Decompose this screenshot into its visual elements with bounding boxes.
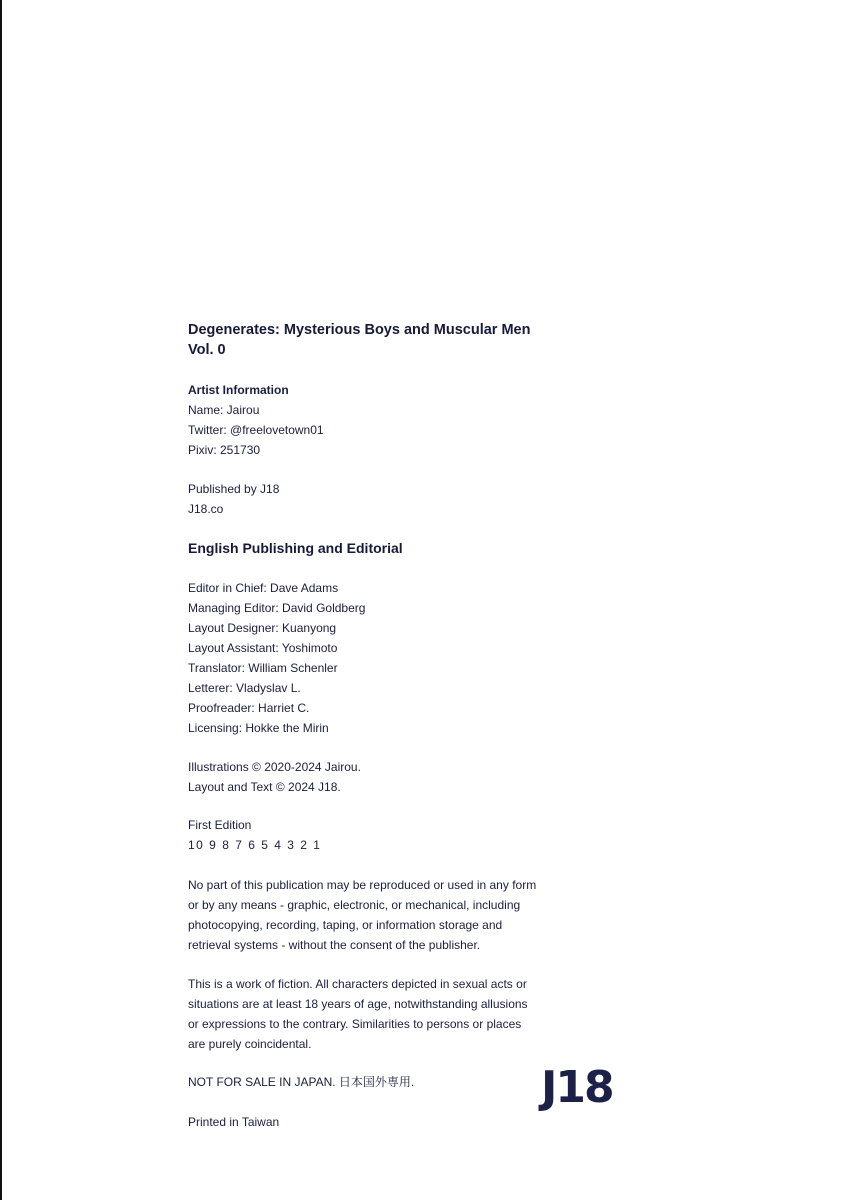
printed-in-notice xyxy=(188,1112,568,1132)
artist-information xyxy=(188,380,568,460)
edition-info xyxy=(188,815,568,855)
published-by: Published by J18 xyxy=(188,482,280,496)
artist-twitter: Twitter: @freelovetown01 xyxy=(188,423,324,437)
printed-in-text: Printed in Taiwan xyxy=(188,1115,280,1129)
artist-pixiv: Pixiv: 251730 xyxy=(188,443,261,457)
editorial-staff-list xyxy=(188,578,568,738)
rights-line: No part of this publication may be reproduced or used in any form xyxy=(188,878,537,892)
fiction-line: or expressions to the contrary. Similarities to persons or places xyxy=(188,1017,522,1031)
title-line-2: Vol. 0 xyxy=(188,342,226,358)
staff-line: Letterer: Vladyslav L. xyxy=(188,681,301,695)
rights-line: or by any means - graphic, electronic, or mechanical, including xyxy=(188,898,521,912)
layout-text-copyright: Layout and Text © 2024 J18. xyxy=(188,780,341,794)
not-for-sale-text: NOT FOR SALE IN JAPAN. 日本国外専用. xyxy=(188,1075,415,1089)
printing-line: 10 9 8 7 6 5 4 3 2 1 xyxy=(188,838,322,852)
illustrations-copyright: Illustrations © 2020-2024 Jairou. xyxy=(188,760,361,774)
staff-line: Licensing: Hokke the Mirin xyxy=(188,721,329,735)
editorial-heading-block xyxy=(188,538,568,558)
staff-line: Layout Assistant: Yoshimoto xyxy=(188,641,338,655)
copyright-notice xyxy=(188,757,568,797)
staff-line: Layout Designer: Kuanyong xyxy=(188,621,337,635)
fiction-line: situations are at least 18 years of age, notwithstanding allusions xyxy=(188,997,528,1011)
book-title xyxy=(188,320,568,360)
artist-name: Name: Jairou xyxy=(188,403,260,417)
fiction-line: This is a work of fiction. All characters depicted in sexual acts or xyxy=(188,977,527,991)
staff-line: Managing Editor: David Goldberg xyxy=(188,601,366,615)
fiction-line: are purely coincidental. xyxy=(188,1037,312,1051)
not-for-sale-notice xyxy=(188,1072,568,1092)
page-edge-line xyxy=(0,0,2,1200)
staff-line: Editor in Chief: Dave Adams xyxy=(188,581,339,595)
staff-line: Proofreader: Harriet C. xyxy=(188,701,310,715)
publisher-info xyxy=(188,479,568,519)
title-line-1: Degenerates: Mysterious Boys and Muscular Men xyxy=(188,322,531,338)
artist-heading: Artist Information xyxy=(188,383,289,397)
fiction-disclaimer xyxy=(188,974,568,1054)
rights-line: retrieval systems - without the consent of the publisher. xyxy=(188,938,481,952)
j18-logo: J18 xyxy=(541,1062,613,1113)
publisher-website: J18.co xyxy=(188,502,224,516)
rights-line: photocopying, recording, taping, or information storage and xyxy=(188,918,503,932)
editorial-heading: English Publishing and Editorial xyxy=(188,540,403,556)
rights-notice xyxy=(188,875,568,955)
staff-line: Translator: William Schenler xyxy=(188,661,338,675)
edition-label: First Edition xyxy=(188,818,252,832)
